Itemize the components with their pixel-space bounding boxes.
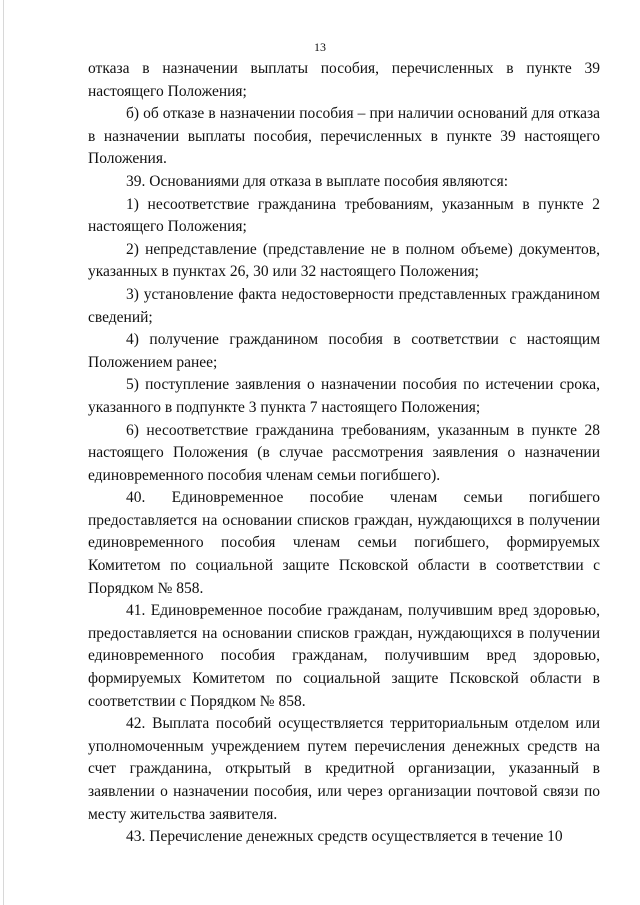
paragraph: б) об отказе в назначении пособия – при наличии оснований для отказа в назначении выплаты пособия, перечисленных в пункте 39 настоящего Положения. bbox=[88, 105, 600, 168]
paragraph: 43. Перечисление денежных средств осуществляется в течение 10 bbox=[126, 828, 563, 846]
paragraph: 3) установление факта недостоверности представленных гражданином сведений; bbox=[88, 285, 600, 326]
page-edge-line bbox=[3, 0, 4, 905]
paragraph: 4) получение гражданином пособия в соответствии с настоящим Положением ранее; bbox=[88, 331, 600, 371]
paragraph: 39. Основаниями для отказа в выплате пособия являются: bbox=[126, 172, 509, 190]
page-number: 13 bbox=[314, 40, 326, 54]
paragraph: 41. Единовременное пособие гражданам, получившим вред здоровью, предоставляется на основании списков граждан, нуждающихся в получении единовременного пособия гражданам, получившим вред здоровью, формируемых Комитетом по социальной защите Псковской области в соответствии с Порядком № 858. bbox=[88, 602, 600, 710]
paragraph: 2) непредставление (представление не в полном объеме) документов, указанных в пунктах 26, 30 или 32 настоящего Положения; bbox=[88, 240, 600, 281]
paragraph: 40. Единовременное пособие членам семьи погибшего предоставляется на основании списков граждан, нуждающихся в получении единовременного пособия членам семьи погибшего, формируемых Комитетом по социальной защите Псковской области в соответствии с Порядком № 858. bbox=[88, 489, 600, 597]
paragraph: 6) несоответствие гражданина требованиям, указанным в пункте 28 настоящего Положения (в случае рассмотрения заявления о назначении единовременного пособия членам семьи погибшего). bbox=[88, 421, 600, 484]
paragraph: отказа в назначении выплаты пособия, перечисленных в пункте 39 настоящего Положения; bbox=[88, 60, 600, 100]
paragraph: 1) несоответствие гражданина требованиям, указанным в пункте 2 настоящего Положения; bbox=[88, 195, 600, 236]
paragraph: 5) поступление заявления о назначении пособия по истечении срока, указанного в подпункте 3 пункта 7 настоящего Положения; bbox=[88, 376, 600, 416]
document-body bbox=[88, 58, 600, 849]
paragraph: 42. Выплата пособий осуществляется территориальным отделом или уполномоченным учреждением путем перечисления денежных средств на счет гражданина, открытый в кредитной организации, указанный в заявлении о назначении пособия, или через организации почтовой связи по месту жительства заявителя. bbox=[88, 715, 600, 823]
